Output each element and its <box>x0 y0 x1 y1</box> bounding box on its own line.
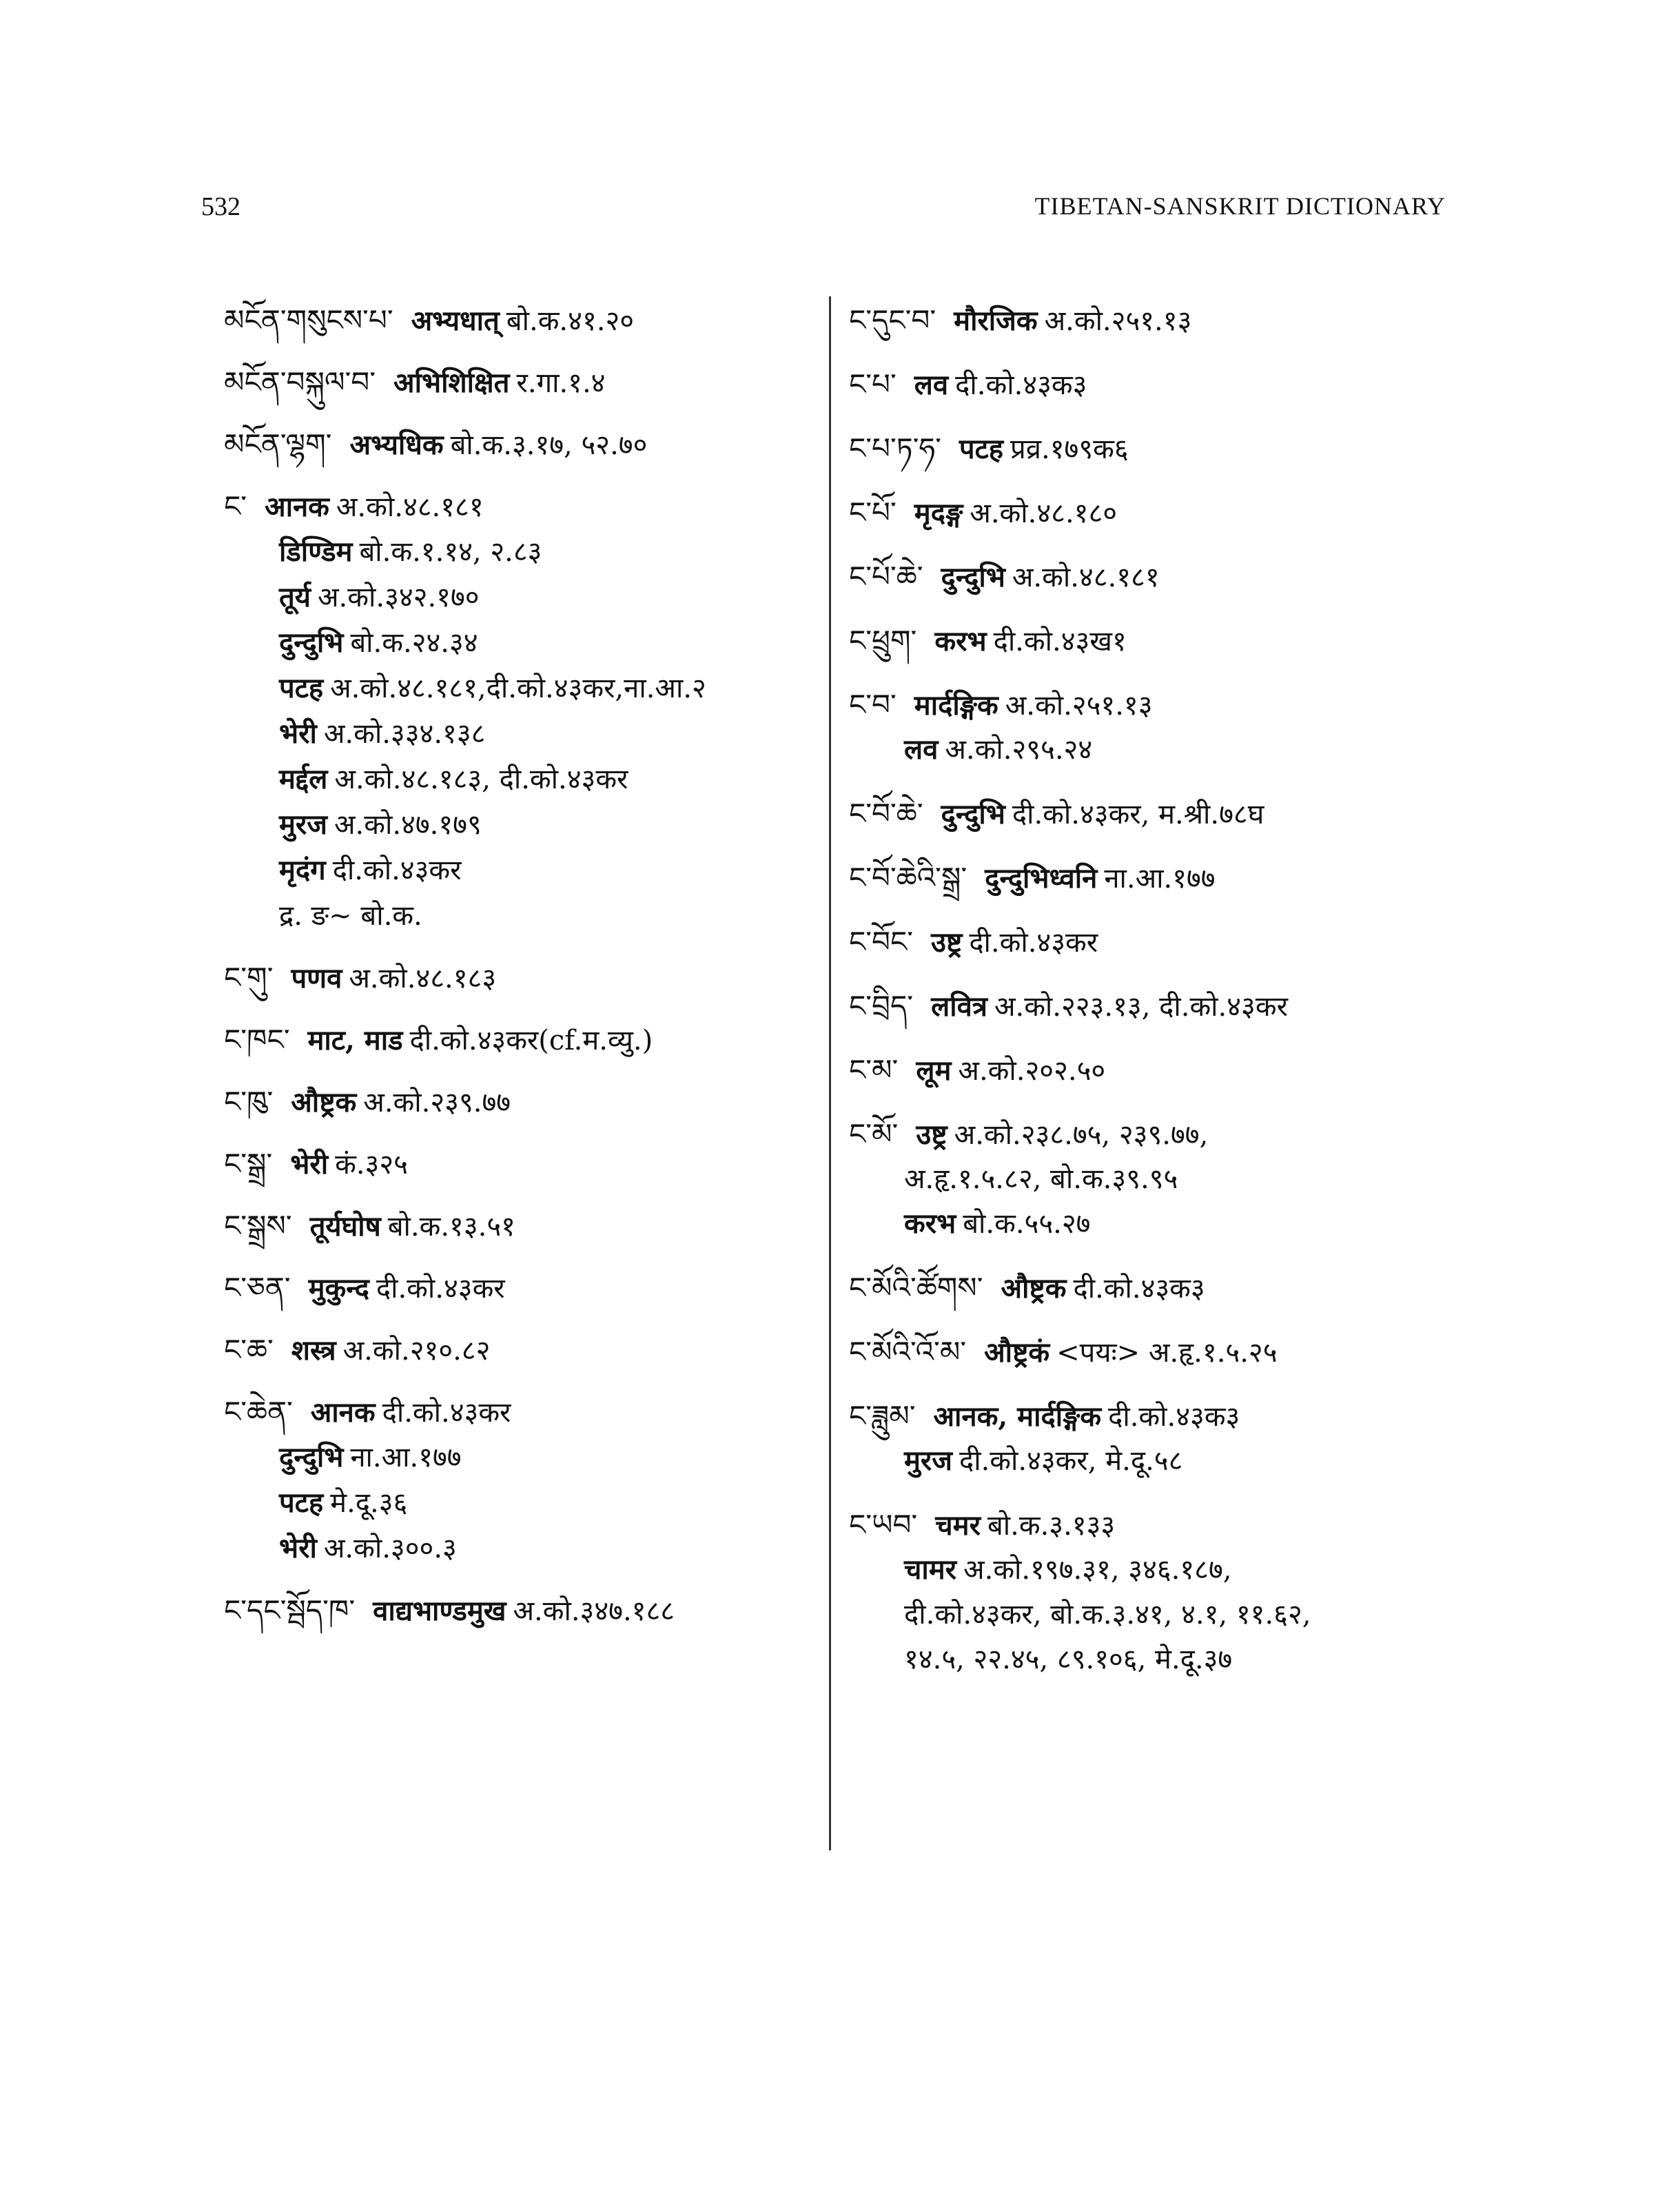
source-reference: अ.को.२५१.१३ <box>1044 305 1192 337</box>
tibetan-headword: ང་མོའི་འོ་མ་ <box>849 1335 967 1369</box>
dictionary-entry <box>224 1147 817 1181</box>
tibetan-headword: ང་ཡབ་ <box>849 1508 918 1542</box>
tibetan-headword: ང་མོ་ <box>849 1117 899 1151</box>
sanskrit-equivalent: भेरी <box>290 1148 329 1181</box>
source-reference: दी.को.४३कर <box>382 1397 511 1429</box>
dictionary-entry <box>849 560 1455 594</box>
entry-headword-line <box>849 1053 1455 1087</box>
dictionary-entry <box>849 367 1455 402</box>
sanskrit-equivalent: पटह <box>279 1486 324 1519</box>
sanskrit-equivalent: औष्ट्रकं <box>984 1336 1050 1369</box>
entry-headword-line <box>849 431 1455 466</box>
source-reference: दी.को.४३क३ <box>955 369 1087 401</box>
entry-headword-line <box>224 489 817 524</box>
sanskrit-equivalent: तूर्य <box>279 581 311 613</box>
tibetan-headword: ང་པ་ཏ་ཧ་ <box>849 431 941 465</box>
source-reference: अ.को.४७.१७९ <box>334 809 482 841</box>
sanskrit-equivalent: मौरजिक <box>954 305 1038 337</box>
dictionary-entry <box>224 1395 817 1566</box>
dictionary-entry <box>224 1271 817 1305</box>
entry-headword-line <box>224 1085 817 1119</box>
source-reference: बो.क.४१.२० <box>506 305 635 337</box>
page-number: 532 <box>201 192 240 221</box>
sanskrit-equivalent: पटह <box>279 672 324 704</box>
sanskrit-equivalent: करभ <box>904 1207 956 1240</box>
tibetan-headword: ང་པོ་ <box>849 495 897 529</box>
sanskrit-equivalent: आनक, मार्दङ्गिक <box>933 1400 1102 1433</box>
source-reference: अ.को.४८.१८० <box>970 498 1118 529</box>
entry-sub-line <box>224 717 817 751</box>
entry-headword-line <box>224 961 817 995</box>
dictionary-entry <box>224 1085 817 1119</box>
sanskrit-equivalent: डिण्डिम <box>279 535 353 568</box>
entry-sub-line <box>224 899 817 933</box>
entry-sub-line <box>849 1444 1455 1478</box>
source-reference: अ.को.२९५.२४ <box>945 734 1093 766</box>
dictionary-entry <box>849 1053 1455 1087</box>
source-reference: अ.हृ.१.५.८२, बो.क.३९.९५ <box>904 1163 1178 1195</box>
dictionary-entry <box>849 1508 1455 1677</box>
dictionary-entry <box>224 1593 817 1628</box>
page-header <box>201 192 1446 233</box>
dictionary-entry <box>849 1335 1455 1369</box>
dictionary-entry <box>849 495 1455 530</box>
source-reference: अ.को.४८.१८३ <box>349 963 497 994</box>
tibetan-headword: ང་སྒྲ་ <box>224 1147 273 1181</box>
dictionary-entry <box>224 1209 817 1243</box>
dictionary-entry <box>224 427 817 462</box>
sanskrit-equivalent: करभ <box>934 625 987 657</box>
tibetan-headword: ང་གུ་ <box>224 961 274 994</box>
tibetan-headword: ང་སྒྲས་ <box>224 1209 292 1243</box>
tibetan-headword: ང་ཆེན་ <box>224 1395 293 1429</box>
source-reference: १४.५, २२.४५, ८९.१०६, मे.दू.३७ <box>904 1644 1233 1675</box>
sanskrit-equivalent: चमर <box>935 1509 981 1542</box>
entry-sub-line <box>224 853 817 888</box>
source-reference: बो.क.१.१४, २.८३ <box>359 536 542 568</box>
entry-headword-line <box>849 1399 1455 1433</box>
sanskrit-equivalent: शस्त्र <box>291 1334 336 1367</box>
tibetan-headword: ང་དུང་བ་ <box>849 303 936 337</box>
entry-headword-line <box>849 1271 1455 1305</box>
entry-headword-line <box>224 365 817 400</box>
entry-headword-line <box>224 1209 817 1243</box>
entry-headword-line <box>849 560 1455 594</box>
source-reference: बो.क.१३.५१ <box>387 1211 515 1243</box>
sanskrit-equivalent: दुन्दुभिध्वनि <box>985 862 1098 895</box>
source-reference: बो.क.३.१७, ५२.७० <box>450 429 648 461</box>
dictionary-entry <box>849 1271 1455 1305</box>
source-reference: दी.को.४३क३ <box>1108 1401 1240 1433</box>
entry-sub-line <box>849 1597 1455 1632</box>
sanskrit-equivalent: लवित्र <box>931 990 987 1023</box>
source-reference: अ.को.२२३.१३, दी.को.४३कर <box>994 991 1288 1023</box>
sanskrit-equivalent: उष्ट्र <box>916 1118 947 1151</box>
dictionary-entry <box>224 1333 817 1367</box>
sanskrit-equivalent: पटह <box>959 433 1004 465</box>
dictionary-entry <box>224 1023 817 1057</box>
source-reference: ना.आ.१७७ <box>1104 863 1216 895</box>
entry-sub-line <box>224 535 817 569</box>
source-reference: प्रव्र.१७९क६ <box>1010 433 1129 465</box>
dictionary-entry <box>224 365 817 400</box>
sanskrit-equivalent: दुन्दुभि <box>941 798 1005 830</box>
tibetan-headword: ང་ཅན་ <box>224 1271 291 1305</box>
sanskrit-equivalent: मृदंग <box>279 854 326 886</box>
right-column <box>849 303 1455 1677</box>
sanskrit-equivalent: मृदङ्ग <box>914 497 963 529</box>
tibetan-headword: ང་ཕྲུག་ <box>849 624 917 657</box>
source-reference: अ.को.३४७.१८८ <box>513 1595 675 1627</box>
entry-sub-line <box>224 808 817 842</box>
source-reference: अ.को.१९७.३१, ३४६.१८७, <box>963 1554 1232 1586</box>
source-reference: दी.को.४३कर <box>376 1273 505 1305</box>
sanskrit-equivalent: तूर्यघोष <box>309 1210 381 1243</box>
entry-headword-line <box>849 495 1455 530</box>
entry-sub-line <box>224 762 817 797</box>
tibetan-headword: ང་བོང་ <box>849 925 914 959</box>
source-reference: अ.को.४८.१८१ <box>1012 562 1160 593</box>
entry-headword-line <box>224 1271 817 1305</box>
entry-sub-line <box>224 1440 817 1475</box>
entry-headword-line <box>224 303 817 338</box>
source-reference: अ.को.३४२.१७० <box>318 582 480 613</box>
sanskrit-equivalent: आनक <box>310 1396 376 1429</box>
tibetan-headword: ང་ཁུ་ <box>224 1085 274 1118</box>
source-reference: अ.को.२०२.५० <box>958 1055 1106 1087</box>
entry-headword-line <box>849 1508 1455 1542</box>
source-reference: अ.को.३३४.१३८ <box>323 718 486 750</box>
sanskrit-equivalent: लूम <box>916 1054 952 1087</box>
sanskrit-equivalent: भेरी <box>279 1532 317 1564</box>
source-reference: दी.को.४३क३ <box>1073 1273 1205 1305</box>
source-reference: दी.को.४३कर(cf.म.व्यु.) <box>409 1025 653 1056</box>
source-reference: अ.को.२१०.८२ <box>342 1335 491 1367</box>
entry-sub-line <box>849 1207 1455 1241</box>
tibetan-headword: ང་དང་སྦོད་ཁ་ <box>224 1593 356 1627</box>
entry-headword-line <box>849 303 1455 338</box>
sanskrit-equivalent: अभ्यधिक <box>349 429 444 461</box>
tibetan-headword: ང་བྲིད་ <box>849 989 914 1023</box>
entry-headword-line <box>224 1395 817 1429</box>
sanskrit-equivalent: दुन्दुभि <box>279 1441 344 1473</box>
dictionary-entry <box>224 489 817 933</box>
sanskrit-equivalent: औष्ट्रक <box>291 1086 357 1118</box>
tibetan-headword: ང་པ་ <box>849 367 897 401</box>
dictionary-entry <box>849 431 1455 466</box>
tibetan-headword: མངོན་གསུངས་པ་ <box>224 303 393 337</box>
running-title: TIBETAN-SANSKRIT DICTIONARY <box>1034 192 1446 220</box>
source-reference: कं.३२५ <box>335 1149 408 1181</box>
entry-headword-line <box>224 1333 817 1367</box>
dictionary-entry <box>849 688 1455 767</box>
entry-sub-line <box>224 626 817 660</box>
entry-headword-line <box>849 1117 1455 1152</box>
tibetan-headword: ང་པོ་ཆེ་ <box>849 560 923 593</box>
source-reference: अ.को.२३८.७५, २३९.७७, <box>954 1119 1209 1151</box>
sanskrit-equivalent: अभ्यधात् <box>411 305 500 337</box>
dictionary-entry <box>849 303 1455 338</box>
dictionary-entry <box>849 624 1455 658</box>
entry-headword-line <box>849 688 1455 722</box>
entry-headword-line <box>224 1593 817 1628</box>
entry-headword-line <box>224 1147 817 1181</box>
source-reference: अ.को.३००.३ <box>323 1533 457 1564</box>
entry-sub-line <box>224 580 817 615</box>
source-reference: दी.को.४३कर, मे.दू.५८ <box>959 1445 1183 1477</box>
tibetan-headword: ང་ཁང་ <box>224 1023 290 1056</box>
entry-headword-line <box>849 624 1455 658</box>
sanskrit-equivalent: वाद्यभाण्डमुख <box>373 1595 506 1627</box>
column-divider <box>829 296 831 1850</box>
dictionary-entry <box>849 797 1455 831</box>
tibetan-headword: ང་ཟླུམ་ <box>849 1399 916 1433</box>
sanskrit-equivalent: आनक <box>265 491 329 523</box>
entry-headword-line <box>849 367 1455 402</box>
tibetan-headword: ང་བོ་ཆེ་ <box>849 797 923 830</box>
sanskrit-equivalent: मुरज <box>904 1444 952 1477</box>
tibetan-headword: ང་མ་ <box>849 1053 899 1087</box>
source-reference: अ.को.२३९.७७ <box>363 1087 511 1118</box>
entry-sub-line <box>849 733 1455 767</box>
entry-sub-line <box>224 1531 817 1566</box>
source-reference: दी.को.४३ख१ <box>993 626 1127 657</box>
sanskrit-equivalent: उष्ट्र <box>931 926 963 959</box>
dictionary-entry <box>849 925 1455 959</box>
dictionary-entry <box>849 1117 1455 1241</box>
sanskrit-equivalent: मुरज <box>279 808 327 841</box>
tibetan-headword: མངོན་ལྷག་ <box>224 427 332 461</box>
source-reference: अ.को.४८.१८१ <box>336 491 484 523</box>
source-reference: द्र. ङ~ बो.क. <box>279 900 422 932</box>
dictionary-entry <box>849 989 1455 1023</box>
source-reference: र.गा.१.४ <box>516 367 606 399</box>
sanskrit-equivalent: लव <box>904 733 939 766</box>
source-reference: बो.क.५५.२७ <box>963 1208 1091 1240</box>
sanskrit-equivalent: लव <box>914 369 949 401</box>
left-column <box>224 303 817 1628</box>
source-reference: बो.क.३.१३३ <box>987 1510 1116 1542</box>
sanskrit-equivalent: दुन्दुभि <box>941 561 1005 593</box>
source-reference: दी.को.४३कर <box>332 855 462 886</box>
entry-headword-line <box>849 861 1455 895</box>
entry-headword-line <box>224 427 817 462</box>
entry-sub-line <box>849 1642 1455 1677</box>
sanskrit-equivalent: पणव <box>291 962 342 994</box>
entry-headword-line <box>849 925 1455 959</box>
source-reference: अ.को.४८.१८३, दी.को.४३कर <box>334 764 628 795</box>
dictionary-entry <box>224 303 817 338</box>
tibetan-headword: ང་བོ་ཆེའི་སྒྲ་ <box>849 861 967 895</box>
entry-headword-line <box>849 797 1455 831</box>
sanskrit-equivalent: मुकुन्द <box>308 1272 369 1305</box>
sanskrit-equivalent: चामर <box>904 1553 957 1586</box>
source-reference: मे.दू.३६ <box>330 1487 408 1519</box>
sanskrit-equivalent: दुन्दुभि <box>279 626 344 659</box>
source-reference: बो.क.२४.३४ <box>350 627 478 659</box>
source-reference: <पयः> अ.हृ.१.५.२५ <box>1056 1337 1278 1369</box>
dictionary-entry <box>224 961 817 995</box>
sanskrit-equivalent: औष्ट्रक <box>1001 1272 1067 1305</box>
tibetan-headword: ང་ <box>224 489 247 523</box>
tibetan-headword: ང་མོའི་ཚོགས་ <box>849 1271 983 1305</box>
sanskrit-equivalent: मर्द्दल <box>279 763 328 795</box>
entry-sub-line <box>849 1553 1455 1587</box>
tibetan-headword: མངོན་བསྐུལ་བ་ <box>224 365 376 399</box>
entry-headword-line <box>849 1335 1455 1369</box>
sanskrit-equivalent: अभिशिक्षित <box>393 367 510 399</box>
source-reference: अ.को.४८.१८१,दी.को.४३कर,ना.आ.२ <box>330 673 706 704</box>
entry-sub-line <box>224 671 817 706</box>
entry-sub-line <box>224 1486 817 1520</box>
source-reference: दी.को.४३कर, म.श्री.७८घ <box>1012 799 1264 830</box>
sanskrit-equivalent: भेरी <box>279 717 317 750</box>
sanskrit-equivalent: माट, माड <box>307 1024 403 1056</box>
source-reference: दी.को.४३कर <box>969 927 1098 959</box>
entry-headword-line <box>224 1023 817 1057</box>
sanskrit-equivalent: मार्दङ्गिक <box>914 689 998 722</box>
entry-sub-line <box>849 1162 1455 1196</box>
tibetan-headword: ང་ཆ་ <box>224 1333 274 1367</box>
source-reference: दी.को.४३कर, बो.क.३.४१, ४.१, ११.६२, <box>904 1599 1311 1631</box>
dictionary-entry <box>849 1399 1455 1478</box>
source-reference: ना.आ.१७७ <box>350 1442 462 1473</box>
source-reference: अ.को.२५१.१३ <box>1005 690 1153 722</box>
tibetan-headword: ང་བ་ <box>849 688 897 722</box>
dictionary-entry <box>849 861 1455 895</box>
entry-headword-line <box>849 989 1455 1023</box>
